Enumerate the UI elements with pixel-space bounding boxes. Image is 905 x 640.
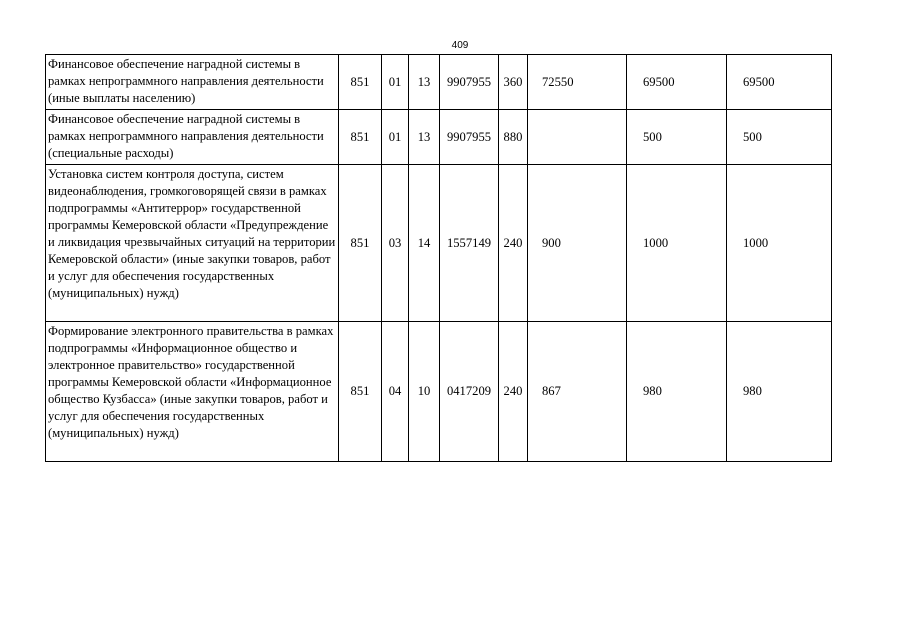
table-row bbox=[46, 110, 832, 165]
csr-cell: 0417209 bbox=[440, 322, 499, 462]
row-name: Формирование электронного правительства в рамках подпрограммы «Информационное общество и электронное правительство» государственной программы Кемеровской области «Информационное общество Кузбасса» (иные закупки товаров, работ и услуг для обеспечения государственных (муниципальных) нужд) bbox=[46, 322, 339, 462]
year2-amount: 500 bbox=[627, 110, 727, 165]
row-name: Финансовое обеспечение наградной системы в рамках непрограммного направления деятельности (специальные расходы) bbox=[46, 110, 339, 165]
table-row bbox=[46, 165, 832, 322]
vr-cell: 240 bbox=[499, 165, 528, 322]
vr-cell: 360 bbox=[499, 55, 528, 110]
podrazdel-cell: 13 bbox=[409, 110, 440, 165]
year2-amount: 69500 bbox=[627, 55, 727, 110]
glava-cell: 851 bbox=[339, 322, 382, 462]
table-row bbox=[46, 55, 832, 110]
csr-cell: 1557149 bbox=[440, 165, 499, 322]
csr-cell: 9907955 bbox=[440, 110, 499, 165]
podrazdel-cell: 10 bbox=[409, 322, 440, 462]
year1-amount: 900 bbox=[528, 165, 627, 322]
year3-amount: 980 bbox=[727, 322, 832, 462]
budget-table bbox=[45, 54, 832, 462]
year1-amount bbox=[528, 110, 627, 165]
year3-amount: 1000 bbox=[727, 165, 832, 322]
vr-cell: 880 bbox=[499, 110, 528, 165]
razdel-cell: 04 bbox=[382, 322, 409, 462]
podrazdel-cell: 14 bbox=[409, 165, 440, 322]
year3-amount: 69500 bbox=[727, 55, 832, 110]
glava-cell: 851 bbox=[339, 110, 382, 165]
table-row bbox=[46, 322, 832, 462]
razdel-cell: 01 bbox=[382, 55, 409, 110]
podrazdel-cell: 13 bbox=[409, 55, 440, 110]
year1-amount: 72550 bbox=[528, 55, 627, 110]
glava-cell: 851 bbox=[339, 55, 382, 110]
csr-cell: 9907955 bbox=[440, 55, 499, 110]
razdel-cell: 01 bbox=[382, 110, 409, 165]
year1-amount: 867 bbox=[528, 322, 627, 462]
glava-cell: 851 bbox=[339, 165, 382, 322]
year2-amount: 980 bbox=[627, 322, 727, 462]
razdel-cell: 03 bbox=[382, 165, 409, 322]
row-name: Финансовое обеспечение наградной системы в рамках непрограммного направления деятельности (иные выплаты населению) bbox=[46, 55, 339, 110]
vr-cell: 240 bbox=[499, 322, 528, 462]
row-name: Установка систем контроля доступа, систем видеонаблюдения, громкоговорящей связи в рамках подпрограммы «Антитеррор» государственной программы Кемеровской области «Предупреждение и ликвидация чрезвычайных ситуаций на территории Кемеровской области» (иные закупки товаров, работ и услуг для обеспечения государственных (муниципальных) нужд) bbox=[46, 165, 339, 322]
year3-amount: 500 bbox=[727, 110, 832, 165]
year2-amount: 1000 bbox=[627, 165, 727, 322]
page-number: 409 bbox=[451, 40, 469, 51]
